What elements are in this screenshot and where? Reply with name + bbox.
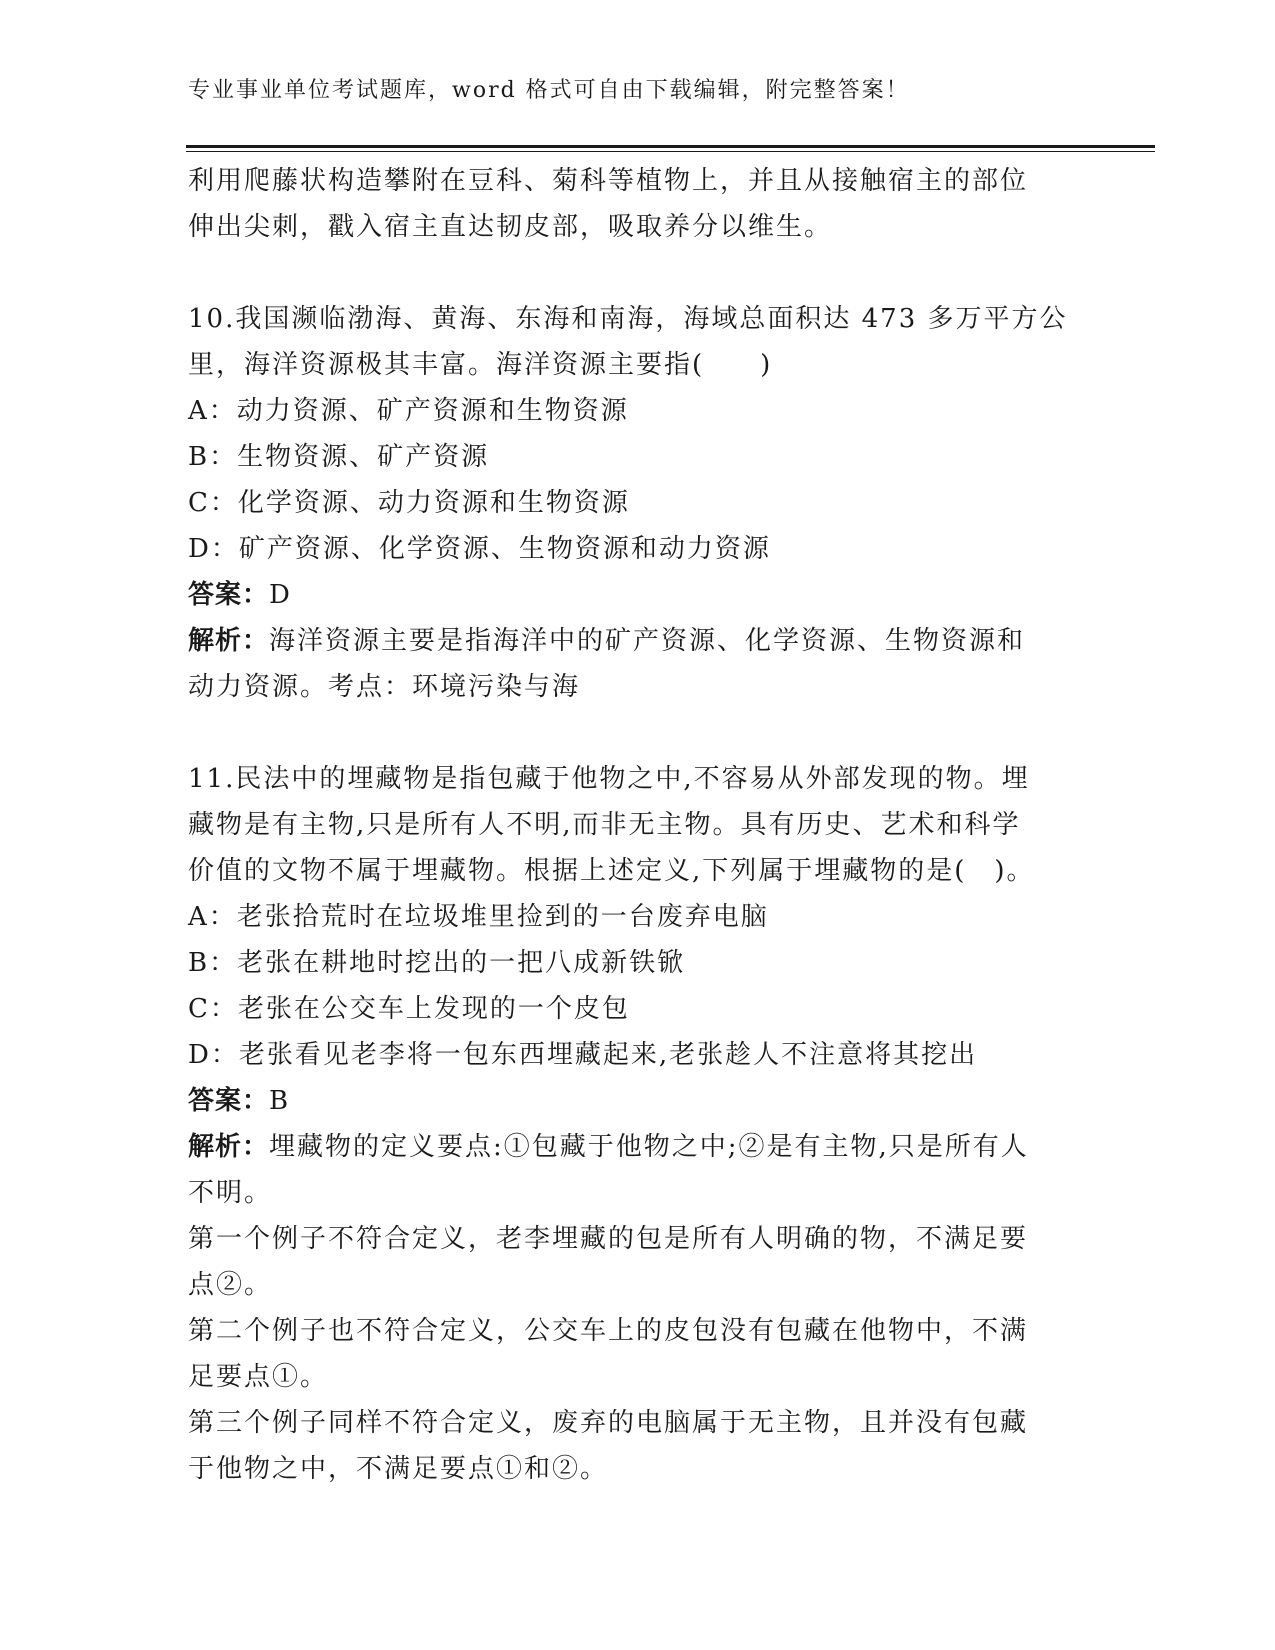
paragraph-gap (188, 710, 1088, 756)
question-stem-line: 里，海洋资源极其丰富。海洋资源主要指( ) (188, 350, 773, 380)
question-stem-line: 11.民法中的埋藏物是指包藏于他物之中,不容易从外部发现的物。埋 (188, 764, 1030, 794)
analysis-label: 解析： (188, 1132, 270, 1162)
document-body (188, 158, 1088, 1492)
analysis-line: 于他物之中，不满足要点①和②。 (188, 1454, 609, 1484)
option-b: B：老张在耕地时挖出的一把八成新铁锨 (188, 948, 686, 978)
option-a: A：动力资源、矿产资源和生物资源 (188, 396, 629, 426)
analysis-line: 不明。 (188, 1178, 273, 1208)
answer-line (188, 1078, 1088, 1124)
analysis-line (188, 1124, 1088, 1170)
analysis-text: 海洋资源主要是指海洋中的矿产资源、化学资源、生物资源和 (269, 626, 1026, 656)
question-10 (188, 296, 1088, 710)
analysis-line: 第一个例子不符合定义，老李埋藏的包是所有人明确的物，不满足要 (188, 1224, 1029, 1254)
option-c: C：化学资源、动力资源和生物资源 (188, 488, 630, 518)
question-stem-line: 藏物是有主物,只是所有人不明,而非无主物。具有历史、艺术和科学 (188, 810, 1021, 840)
continuation-line: 伸出尖刺，戳入宿主直达韧皮部，吸取养分以维生。 (188, 212, 833, 242)
analysis-line: 第三个例子同样不符合定义，废弃的电脑属于无主物，且并没有包藏 (188, 1408, 1029, 1438)
answer-line (188, 572, 1088, 618)
analysis-line: 点②。 (188, 1270, 273, 1300)
analysis-line: 第二个例子也不符合定义，公交车上的皮包没有包藏在他物中，不满 (188, 1316, 1029, 1346)
option-c: C：老张在公交车上发现的一个皮包 (188, 994, 630, 1024)
page-header: 专业事业单位考试题库，word 格式可自由下载编辑，附完整答案！ (188, 78, 910, 103)
option-d: D：老张看见老李将一包东西埋藏起来,老张趁人不注意将其挖出 (188, 1040, 978, 1070)
option-a: A：老张拾荒时在垃圾堆里捡到的一台废弃电脑 (188, 902, 769, 932)
analysis-line (188, 618, 1088, 664)
question-stem-line: 价值的文物不属于埋藏物。根据上述定义,下列属于埋藏物的是( )。 (188, 856, 1035, 886)
answer-label: 答案： (188, 1086, 270, 1116)
option-b: B：生物资源、矿产资源 (188, 442, 490, 472)
question-stem-line: 10.我国濒临渤海、黄海、东海和南海，海域总面积达 473 多万平方公 (188, 304, 1068, 334)
header-rule-thin (186, 151, 1155, 152)
answer-value: B (269, 1086, 291, 1116)
continuation-line: 利用爬藤状构造攀附在豆科、菊科等植物上，并且从接触宿主的部位 (188, 166, 1029, 196)
header-rule-thick (186, 145, 1155, 148)
option-d: D：矿产资源、化学资源、生物资源和动力资源 (188, 534, 771, 564)
analysis-line: 足要点①。 (188, 1362, 329, 1392)
analysis-line: 动力资源。考点：环境污染与海 (188, 672, 581, 702)
paragraph-gap (188, 250, 1088, 296)
analysis-label: 解析： (188, 626, 270, 656)
question-11 (188, 756, 1088, 1492)
analysis-text: 埋藏物的定义要点:①包藏于他物之中;②是有主物,只是所有人 (269, 1132, 1029, 1162)
answer-value: D (269, 580, 292, 610)
answer-label: 答案： (188, 580, 270, 610)
